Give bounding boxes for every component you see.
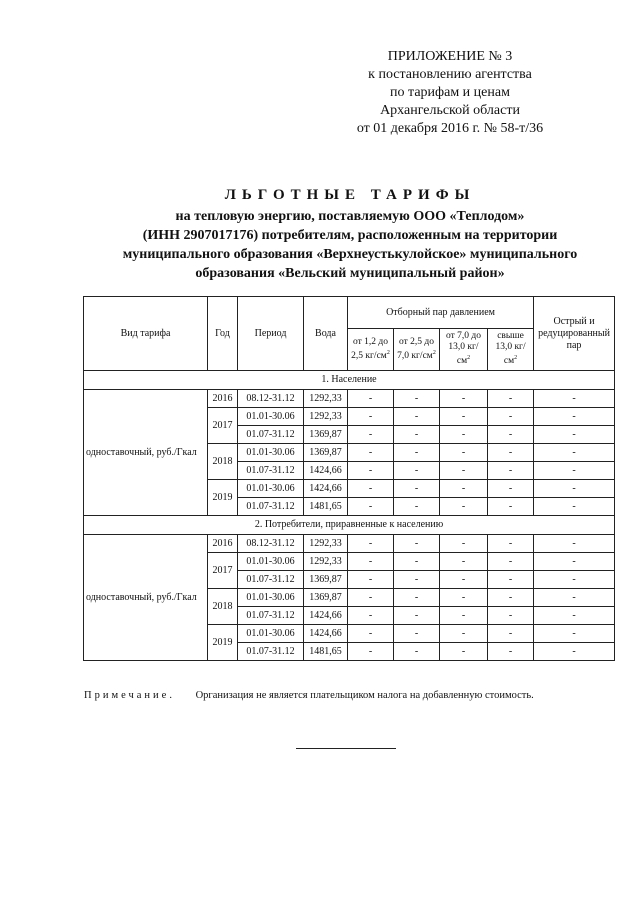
empty-tariff-cell: -	[348, 625, 394, 643]
empty-tariff-cell: -	[348, 589, 394, 607]
empty-tariff-cell: -	[440, 625, 488, 643]
empty-tariff-cell: -	[394, 643, 440, 661]
empty-tariff-cell: -	[348, 426, 394, 444]
appendix-header	[330, 48, 570, 138]
empty-tariff-cell: -	[488, 426, 534, 444]
empty-tariff-cell: -	[348, 607, 394, 625]
header-pressure-2: от 2,5 до 7,0 $кг/см^2$	[394, 329, 440, 371]
tariff-type-cell: одноставочный, руб./Гкал	[84, 535, 208, 661]
period-cell: 01.07-31.12	[238, 498, 304, 516]
empty-tariff-cell: -	[394, 444, 440, 462]
empty-tariff-cell: -	[394, 535, 440, 553]
empty-tariff-cell: -	[534, 426, 615, 444]
empty-tariff-cell: -	[394, 462, 440, 480]
empty-tariff-cell: -	[348, 444, 394, 462]
water-tariff-cell: 1369,87	[304, 426, 348, 444]
water-tariff-cell: 1481,65	[304, 643, 348, 661]
header-tariff-type: Вид тарифа	[84, 297, 208, 371]
period-cell: 01.01-30.06	[238, 480, 304, 498]
signature-line	[296, 748, 396, 749]
empty-tariff-cell: -	[534, 462, 615, 480]
period-cell: 01.07-31.12	[238, 426, 304, 444]
water-tariff-cell: 1292,33	[304, 408, 348, 426]
empty-tariff-cell: -	[394, 408, 440, 426]
empty-tariff-cell: -	[488, 408, 534, 426]
tariff-type-cell: одноставочный, руб./Гкал	[84, 390, 208, 516]
water-tariff-cell: 1424,66	[304, 462, 348, 480]
header-pressure-3: от 7,0 до 13,0 $кг/см^2$	[440, 329, 488, 371]
empty-tariff-cell: -	[488, 625, 534, 643]
period-cell: 08.12-31.12	[238, 535, 304, 553]
empty-tariff-cell: -	[394, 607, 440, 625]
title-line: (ИНН 2907017176) потребителям, расположенным на территории	[142, 228, 558, 243]
period-cell: 01.01-30.06	[238, 625, 304, 643]
empty-tariff-cell: -	[394, 553, 440, 571]
header-steam: Отборный пар давлением	[348, 297, 534, 329]
empty-tariff-cell: -	[348, 553, 394, 571]
empty-tariff-cell: -	[534, 498, 615, 516]
empty-tariff-cell: -	[488, 607, 534, 625]
year-cell: 2019	[208, 625, 238, 661]
water-tariff-cell: 1292,33	[304, 390, 348, 408]
empty-tariff-cell: -	[440, 480, 488, 498]
section-title: 2. Потребители, приравненные к населению	[84, 516, 615, 535]
title-main: ЛЬГОТНЫЕ ТАРИФЫ	[224, 187, 476, 203]
empty-tariff-cell: -	[440, 426, 488, 444]
water-tariff-cell: 1481,65	[304, 498, 348, 516]
empty-tariff-cell: -	[440, 408, 488, 426]
period-cell: 01.07-31.12	[238, 571, 304, 589]
empty-tariff-cell: -	[348, 408, 394, 426]
year-cell: 2017	[208, 408, 238, 444]
appendix-line: ПРИЛОЖЕНИЕ № 3	[387, 49, 513, 64]
empty-tariff-cell: -	[534, 480, 615, 498]
period-cell: 01.07-31.12	[238, 643, 304, 661]
table-row	[84, 535, 615, 553]
period-cell: 01.07-31.12	[238, 607, 304, 625]
empty-tariff-cell: -	[534, 553, 615, 571]
empty-tariff-cell: -	[440, 444, 488, 462]
period-cell: 01.01-30.06	[238, 408, 304, 426]
appendix-line: Архангельской области	[380, 103, 520, 118]
empty-tariff-cell: -	[394, 571, 440, 589]
empty-tariff-cell: -	[440, 607, 488, 625]
water-tariff-cell: 1424,66	[304, 625, 348, 643]
water-tariff-cell: 1424,66	[304, 607, 348, 625]
empty-tariff-cell: -	[488, 444, 534, 462]
empty-tariff-cell: -	[440, 571, 488, 589]
empty-tariff-cell: -	[534, 589, 615, 607]
header-pressure-1: от 1,2 до 2,5 $кг/см^2$	[348, 329, 394, 371]
empty-tariff-cell: -	[394, 426, 440, 444]
document-title	[60, 186, 640, 283]
year-cell: 2017	[208, 553, 238, 589]
empty-tariff-cell: -	[488, 553, 534, 571]
table-row	[84, 390, 615, 408]
empty-tariff-cell: -	[440, 390, 488, 408]
empty-tariff-cell: -	[534, 444, 615, 462]
empty-tariff-cell: -	[348, 571, 394, 589]
period-cell: 01.01-30.06	[238, 589, 304, 607]
title-line: на тепловую энергию, поставляемую ООО «Теплодом»	[175, 209, 525, 224]
table-body	[84, 371, 615, 661]
water-tariff-cell: 1369,87	[304, 571, 348, 589]
empty-tariff-cell: -	[348, 535, 394, 553]
empty-tariff-cell: -	[534, 571, 615, 589]
tariff-table	[83, 296, 615, 661]
empty-tariff-cell: -	[440, 643, 488, 661]
empty-tariff-cell: -	[394, 625, 440, 643]
empty-tariff-cell: -	[348, 480, 394, 498]
header-year: Год	[208, 297, 238, 371]
empty-tariff-cell: -	[534, 408, 615, 426]
empty-tariff-cell: -	[394, 589, 440, 607]
water-tariff-cell: 1369,87	[304, 444, 348, 462]
note-text: Организация не является плательщиком налога на добавленную стоимость.	[195, 690, 534, 701]
water-tariff-cell: 1292,33	[304, 535, 348, 553]
empty-tariff-cell: -	[348, 498, 394, 516]
period-cell: 01.07-31.12	[238, 462, 304, 480]
empty-tariff-cell: -	[440, 553, 488, 571]
title-line: муниципального образования «Верхнеустькулойское» муниципального	[122, 247, 578, 262]
appendix-line: от 01 декабря 2016 г. № 58-т/36	[356, 121, 544, 136]
empty-tariff-cell: -	[488, 480, 534, 498]
empty-tariff-cell: -	[348, 390, 394, 408]
water-tariff-cell: 1292,33	[304, 553, 348, 571]
empty-tariff-cell: -	[534, 535, 615, 553]
section-title: 1. Население	[84, 371, 615, 390]
empty-tariff-cell: -	[394, 480, 440, 498]
empty-tariff-cell: -	[488, 535, 534, 553]
year-cell: 2019	[208, 480, 238, 516]
empty-tariff-cell: -	[488, 643, 534, 661]
empty-tariff-cell: -	[440, 589, 488, 607]
empty-tariff-cell: -	[440, 498, 488, 516]
year-cell: 2016	[208, 535, 238, 553]
empty-tariff-cell: -	[534, 643, 615, 661]
year-cell: 2018	[208, 444, 238, 480]
empty-tariff-cell: -	[488, 571, 534, 589]
empty-tariff-cell: -	[348, 643, 394, 661]
period-cell: 01.01-30.06	[238, 444, 304, 462]
empty-tariff-cell: -	[440, 462, 488, 480]
empty-tariff-cell: -	[488, 462, 534, 480]
water-tariff-cell: 1424,66	[304, 480, 348, 498]
empty-tariff-cell: -	[488, 498, 534, 516]
empty-tariff-cell: -	[394, 390, 440, 408]
year-cell: 2016	[208, 390, 238, 408]
header-water: Вода	[304, 297, 348, 371]
header-sharp-steam: Острый и редуцированный пар	[534, 297, 615, 371]
empty-tariff-cell: -	[534, 390, 615, 408]
appendix-line: по тарифам и ценам	[390, 85, 510, 100]
header-period: Период	[238, 297, 304, 371]
appendix-line: к постановлению агентства	[368, 67, 532, 82]
note-label: Примечание.	[84, 690, 175, 701]
empty-tariff-cell: -	[488, 390, 534, 408]
period-cell: 08.12-31.12	[238, 390, 304, 408]
empty-tariff-cell: -	[534, 607, 615, 625]
title-line: образования «Вельский муниципальный район»	[195, 266, 505, 281]
empty-tariff-cell: -	[394, 498, 440, 516]
empty-tariff-cell: -	[440, 535, 488, 553]
empty-tariff-cell: -	[348, 462, 394, 480]
empty-tariff-cell: -	[488, 589, 534, 607]
empty-tariff-cell: -	[534, 625, 615, 643]
period-cell: 01.01-30.06	[238, 553, 304, 571]
water-tariff-cell: 1369,87	[304, 589, 348, 607]
note	[84, 690, 614, 701]
year-cell: 2018	[208, 589, 238, 625]
header-pressure-4: свыше 13,0 $кг/см^2$	[488, 329, 534, 371]
